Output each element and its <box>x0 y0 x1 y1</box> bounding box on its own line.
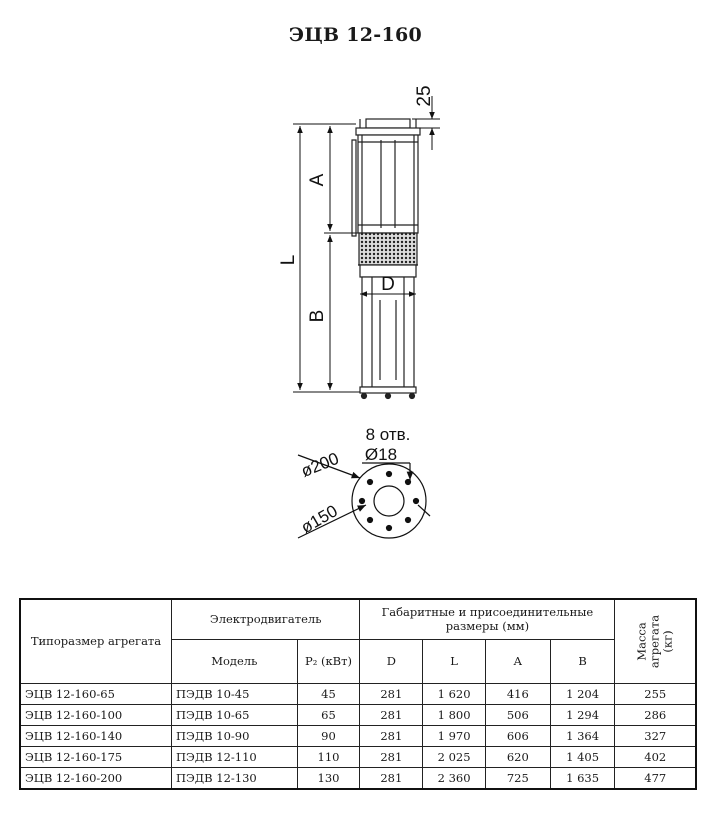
specs-table <box>19 598 697 790</box>
header-type: Типоразмер агрегата <box>20 599 171 683</box>
cell-d: 281 <box>360 767 423 789</box>
header-mass-cell <box>615 599 696 683</box>
cell-type: ЭЦВ 12-160-100 <box>20 704 171 725</box>
cell-a: 606 <box>485 725 550 746</box>
header-d: D <box>360 639 423 683</box>
cell-model: ПЭДВ 12-110 <box>171 746 297 767</box>
bolt-circle-label: ø150 <box>297 501 341 538</box>
table-row <box>20 683 696 704</box>
dim-l <box>293 124 360 392</box>
cell-power: 65 <box>297 704 360 725</box>
cell-type: ЭЦВ 12-160-200 <box>20 767 171 789</box>
dim-25-label: 25 <box>414 85 435 107</box>
cell-d: 281 <box>360 683 423 704</box>
cell-l: 2 360 <box>423 767 486 789</box>
dim-b-label: B <box>307 309 328 323</box>
cell-d: 281 <box>360 746 423 767</box>
header-power: P₂ (кВт) <box>297 639 360 683</box>
cell-power: 90 <box>297 725 360 746</box>
cell-l: 1 620 <box>423 683 486 704</box>
cell-mass: 477 <box>615 767 696 789</box>
cell-model: ПЭДВ 10-45 <box>171 683 297 704</box>
cell-d: 281 <box>360 725 423 746</box>
cell-a: 506 <box>485 704 550 725</box>
cell-model: ПЭДВ 12-130 <box>171 767 297 789</box>
table-row <box>20 725 696 746</box>
cell-type: ЭЦВ 12-160-65 <box>20 683 171 704</box>
cell-b: 1 204 <box>550 683 615 704</box>
cell-power: 45 <box>297 683 360 704</box>
header-model: Модель <box>171 639 297 683</box>
holes-count-label: 8 отв. <box>365 425 411 444</box>
cell-model: ПЭДВ 10-90 <box>171 725 297 746</box>
cell-type: ЭЦВ 12-160-140 <box>20 725 171 746</box>
header-b: B <box>550 639 615 683</box>
cell-mass: 286 <box>615 704 696 725</box>
cell-type: ЭЦВ 12-160-175 <box>20 746 171 767</box>
cell-b: 1 294 <box>550 704 615 725</box>
outer-diameter-label: ø200 <box>298 448 342 481</box>
cell-l: 1 970 <box>423 725 486 746</box>
dim-l-label: L <box>278 254 299 266</box>
cell-d: 281 <box>360 704 423 725</box>
header-motor: Электродвигатель <box>171 599 359 639</box>
table-row <box>20 704 696 725</box>
cell-l: 1 800 <box>423 704 486 725</box>
dim-a-label: A <box>307 173 328 187</box>
cell-a: 416 <box>485 683 550 704</box>
cell-b: 1 635 <box>550 767 615 789</box>
header-l: L <box>423 639 486 683</box>
holes-diameter-label: Ø18 <box>364 445 398 464</box>
cell-l: 2 025 <box>423 746 486 767</box>
cell-power: 110 <box>297 746 360 767</box>
cell-b: 1 405 <box>550 746 615 767</box>
cell-mass: 327 <box>615 725 696 746</box>
cell-a: 725 <box>485 767 550 789</box>
header-mass: Масса агрегата (кг) <box>634 614 675 668</box>
table-row <box>20 746 696 767</box>
pump-body <box>352 119 420 399</box>
table-row <box>20 767 696 789</box>
header-a: A <box>485 639 550 683</box>
page-title: ЭЦВ 12-160 <box>288 24 423 46</box>
cell-power: 130 <box>297 767 360 789</box>
header-dims: Габаритные и присоединительные размеры (мм) <box>360 599 615 639</box>
cell-a: 620 <box>485 746 550 767</box>
dim-d-label: D <box>381 274 395 295</box>
cell-model: ПЭДВ 10-65 <box>171 704 297 725</box>
cell-b: 1 364 <box>550 725 615 746</box>
cell-mass: 402 <box>615 746 696 767</box>
cell-mass: 255 <box>615 683 696 704</box>
